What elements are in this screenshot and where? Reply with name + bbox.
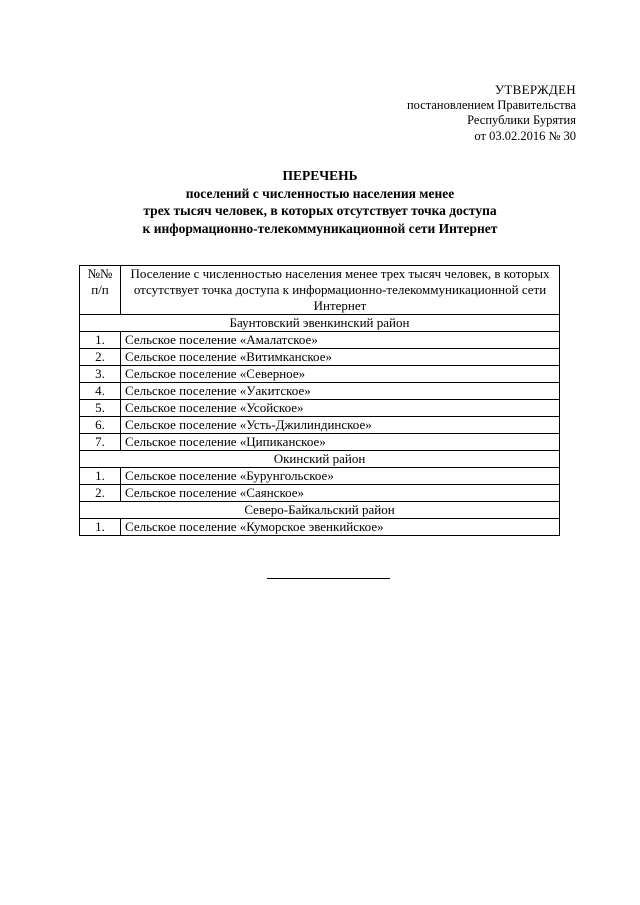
row-number: 1. <box>80 332 121 349</box>
document-title <box>0 167 640 237</box>
settlement-name: Сельское поселение «Куморское эвенкийское» <box>121 519 560 536</box>
approval-date: от 03.02.2016 № 30 <box>474 128 576 143</box>
approval-heading: УТВЕРЖДЕН <box>494 82 576 97</box>
table-row <box>80 468 560 485</box>
district-row <box>80 315 560 332</box>
header-settlement: Поселение с численностью населения менее трех тысяч человек, в которых отсутствует точка доступа к информационно-телекоммуникационной сети Интернет <box>121 266 560 315</box>
settlements-table <box>79 265 560 536</box>
table-header-row <box>80 266 560 315</box>
district-name: Северо-Байкальский район <box>80 502 560 519</box>
table-row <box>80 383 560 400</box>
table-row <box>80 519 560 536</box>
table-row <box>80 400 560 417</box>
settlement-name: Сельское поселение «Бурунгольское» <box>121 468 560 485</box>
header-number: №№ п/п <box>80 266 121 315</box>
title-line: к информационно-телекоммуникационной сети Интернет <box>142 220 498 236</box>
row-number: 2. <box>80 349 121 366</box>
table-body <box>80 266 560 536</box>
settlement-name: Сельское поселение «Амалатское» <box>121 332 560 349</box>
row-number: 5. <box>80 400 121 417</box>
row-number: 1. <box>80 519 121 536</box>
settlement-name: Сельское поселение «Усойское» <box>121 400 560 417</box>
settlement-name: Сельское поселение «Витимканское» <box>121 349 560 366</box>
end-rule <box>267 578 390 579</box>
title-line: поселений с численностью населения менее <box>185 185 455 201</box>
table-row <box>80 485 560 502</box>
district-row <box>80 502 560 519</box>
approval-line: Республики Бурятия <box>467 113 576 127</box>
settlement-name: Сельское поселение «Саянское» <box>121 485 560 502</box>
row-number: 7. <box>80 434 121 451</box>
approval-stamp <box>407 82 576 144</box>
table-row <box>80 349 560 366</box>
table-row <box>80 417 560 434</box>
settlement-name: Сельское поселение «Усть-Джилиндинское» <box>121 417 560 434</box>
settlement-name: Сельское поселение «Уакитское» <box>121 383 560 400</box>
district-name: Баунтовский эвенкинский район <box>80 315 560 332</box>
title-line: ПЕРЕЧЕНЬ <box>282 168 358 183</box>
table-row <box>80 366 560 383</box>
row-number: 3. <box>80 366 121 383</box>
settlement-name: Сельское поселение «Ципиканское» <box>121 434 560 451</box>
table-row <box>80 332 560 349</box>
district-row <box>80 451 560 468</box>
title-line: трех тысяч человек, в которых отсутствует точка доступа <box>143 203 497 218</box>
row-number: 1. <box>80 468 121 485</box>
table-row <box>80 434 560 451</box>
row-number: 2. <box>80 485 121 502</box>
row-number: 4. <box>80 383 121 400</box>
approval-line: постановлением Правительства <box>406 97 576 112</box>
settlement-name: Сельское поселение «Северное» <box>121 366 560 383</box>
district-name: Окинский район <box>80 451 560 468</box>
row-number: 6. <box>80 417 121 434</box>
